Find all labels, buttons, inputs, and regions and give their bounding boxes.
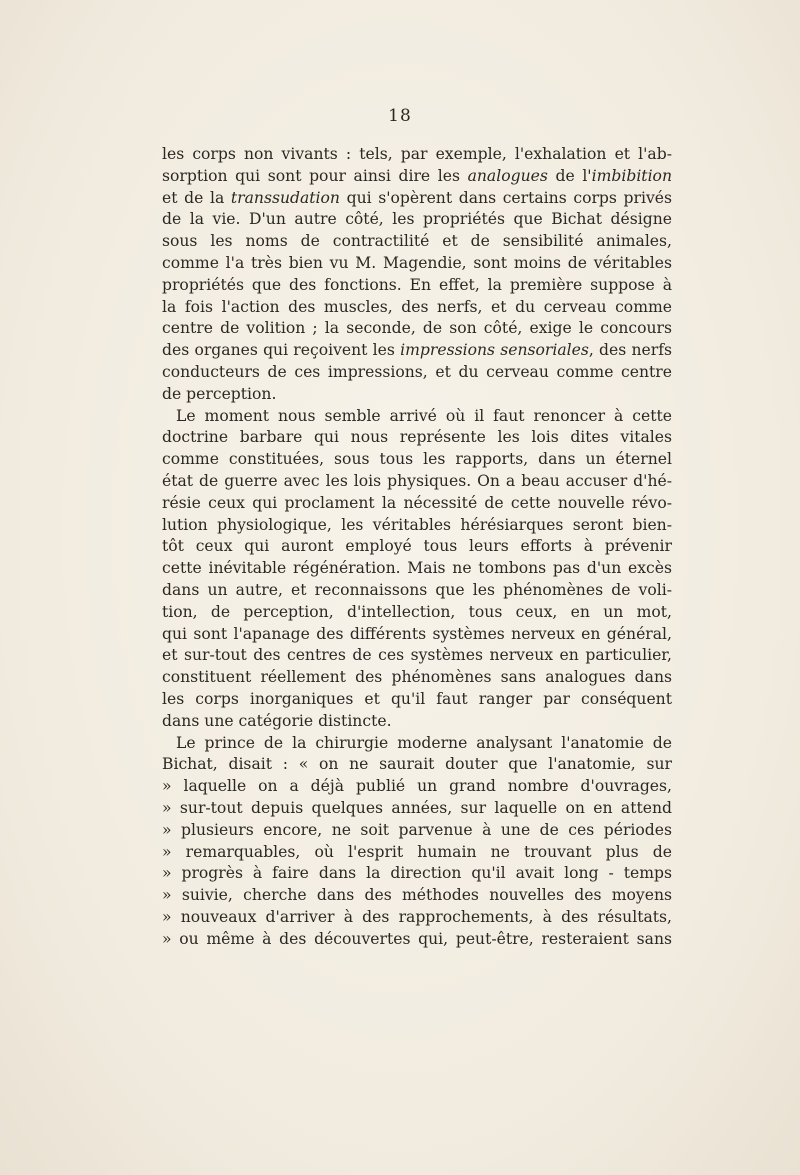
- text-segment: comme constituées, sous tous les rapports, dans un éternel: [162, 450, 672, 469]
- text-segment: Le prince de la chirurgie moderne analysant l'anatomie de: [176, 733, 672, 752]
- text-segment: résie ceux qui proclament la nécessité de cette nouvelle révo-: [162, 493, 672, 512]
- text-segment: » nouveaux d'arriver à des rapprochements, à des résultats,: [162, 907, 672, 926]
- body-text: [162, 144, 672, 950]
- text-segment: tion, de perception, d'intellection, tous ceux, en un mot,: [162, 602, 672, 621]
- text-line: [162, 820, 672, 842]
- text-segment: dans une catégorie distincte.: [162, 711, 392, 730]
- text-segment: » sur-tout depuis quelques années, sur laquelle on en attend: [162, 798, 672, 817]
- text-line: [162, 776, 672, 798]
- page-number: 18: [388, 106, 412, 126]
- text-line: [162, 689, 672, 711]
- text-line: [162, 209, 672, 231]
- text-segment: » laquelle on a déjà publié un grand nombre d'ouvrages,: [162, 777, 672, 796]
- text-line: [162, 602, 672, 624]
- text-segment: la fois l'action des muscles, des nerfs, et du cerveau comme: [162, 297, 672, 316]
- text-segment: des organes qui reçoivent les: [162, 341, 401, 360]
- text-segment: » plusieurs encore, ne soit parvenue à une de ces périodes: [162, 820, 672, 839]
- text-line: [162, 231, 672, 253]
- text-line: [162, 275, 672, 297]
- text-line: [162, 754, 672, 776]
- text-segment: lution physiologique, les véritables hérésiarques seront bien-: [162, 515, 672, 534]
- text-line: [162, 144, 672, 166]
- text-segment: propriétés que des fonctions. En effet, la première suppose à: [162, 275, 672, 294]
- italic-term: analogues: [467, 166, 548, 185]
- text-segment: » ou même à des découvertes qui, peut-être, resteraient sans: [162, 929, 672, 948]
- text-segment: qui s'opèrent dans certains corps privés: [339, 188, 672, 207]
- text-line: [162, 515, 672, 537]
- text-line: [162, 842, 672, 864]
- text-line: [162, 493, 672, 515]
- text-segment: Bichat, disait : « on ne saurait douter que l'anatomie, sur: [162, 755, 672, 774]
- text-line: [162, 907, 672, 929]
- text-segment: de l': [547, 166, 592, 185]
- text-line: [162, 733, 672, 755]
- text-line: [162, 406, 672, 428]
- text-line: [162, 166, 672, 188]
- text-line: [162, 885, 672, 907]
- text-segment: et de la: [162, 188, 231, 207]
- text-line: [162, 253, 672, 275]
- text-line: [162, 318, 672, 340]
- text-segment: centre de volition ; la seconde, de son côté, exige le concours: [162, 319, 672, 338]
- text-segment: dans un autre, et reconnaissons que les phénomènes de voli-: [162, 580, 672, 599]
- text-line: [162, 929, 672, 951]
- text-line: [162, 624, 672, 646]
- text-line: [162, 667, 672, 689]
- text-segment: doctrine barbare qui nous représente les lois dites vitales: [162, 428, 672, 447]
- text-line: [162, 362, 672, 384]
- text-segment: » progrès à faire dans la direction qu'il avait long - temps: [162, 864, 672, 883]
- text-segment: état de guerre avec les lois physiques. On a beau accuser d'hé-: [162, 471, 672, 490]
- text-segment: Le moment nous semble arrivé où il faut renoncer à cette: [176, 406, 672, 425]
- text-segment: » remarquables, où l'esprit humain ne trouvant plus de: [162, 842, 672, 861]
- text-segment: de la vie. D'un autre côté, les propriétés que Bichat désigne: [162, 210, 672, 229]
- text-line: [162, 558, 672, 580]
- text-segment: constituent réellement des phénomènes sans analogues dans: [162, 668, 672, 687]
- text-line: [162, 645, 672, 667]
- text-line: [162, 711, 672, 733]
- text-line: [162, 471, 672, 493]
- text-segment: sous les noms de contractilité et de sensibilité animales,: [162, 232, 672, 251]
- text-line: [162, 798, 672, 820]
- text-segment: comme l'a très bien vu M. Magendie, sont moins de véritables: [162, 253, 672, 272]
- text-segment: qui sont l'apanage des différents systèmes nerveux en général,: [162, 624, 672, 643]
- text-line: [162, 340, 672, 362]
- text-segment: » suivie, cherche dans des méthodes nouvelles des moyens: [162, 886, 672, 905]
- text-segment: et sur-tout des centres de ces systèmes nerveux en particulier,: [162, 646, 672, 665]
- italic-term: imbibition: [591, 166, 672, 185]
- text-line: [162, 580, 672, 602]
- italic-term: impressions sensoriales: [400, 341, 589, 360]
- text-line: [162, 427, 672, 449]
- text-line: [162, 449, 672, 471]
- text-segment: , des nerfs: [588, 341, 672, 360]
- text-line: [162, 863, 672, 885]
- text-segment: tôt ceux qui auront employé tous leurs efforts à prévenir: [162, 537, 672, 556]
- text-segment: de perception.: [162, 384, 277, 403]
- text-segment: sorption qui sont pour ainsi dire les: [162, 166, 468, 185]
- italic-term: transsudation: [230, 188, 340, 207]
- text-segment: les corps non vivants : tels, par exemple, l'exhalation et l'ab-: [162, 145, 672, 163]
- text-line: [162, 536, 672, 558]
- text-line: [162, 188, 672, 210]
- text-segment: conducteurs de ces impressions, et du cerveau comme centre: [162, 362, 672, 381]
- text-line: [162, 297, 672, 319]
- text-segment: les corps inorganiques et qu'il faut ranger par conséquent: [162, 689, 672, 708]
- text-segment: cette inévitable régénération. Mais ne tombons pas d'un excès: [162, 559, 672, 578]
- text-line: [162, 384, 672, 406]
